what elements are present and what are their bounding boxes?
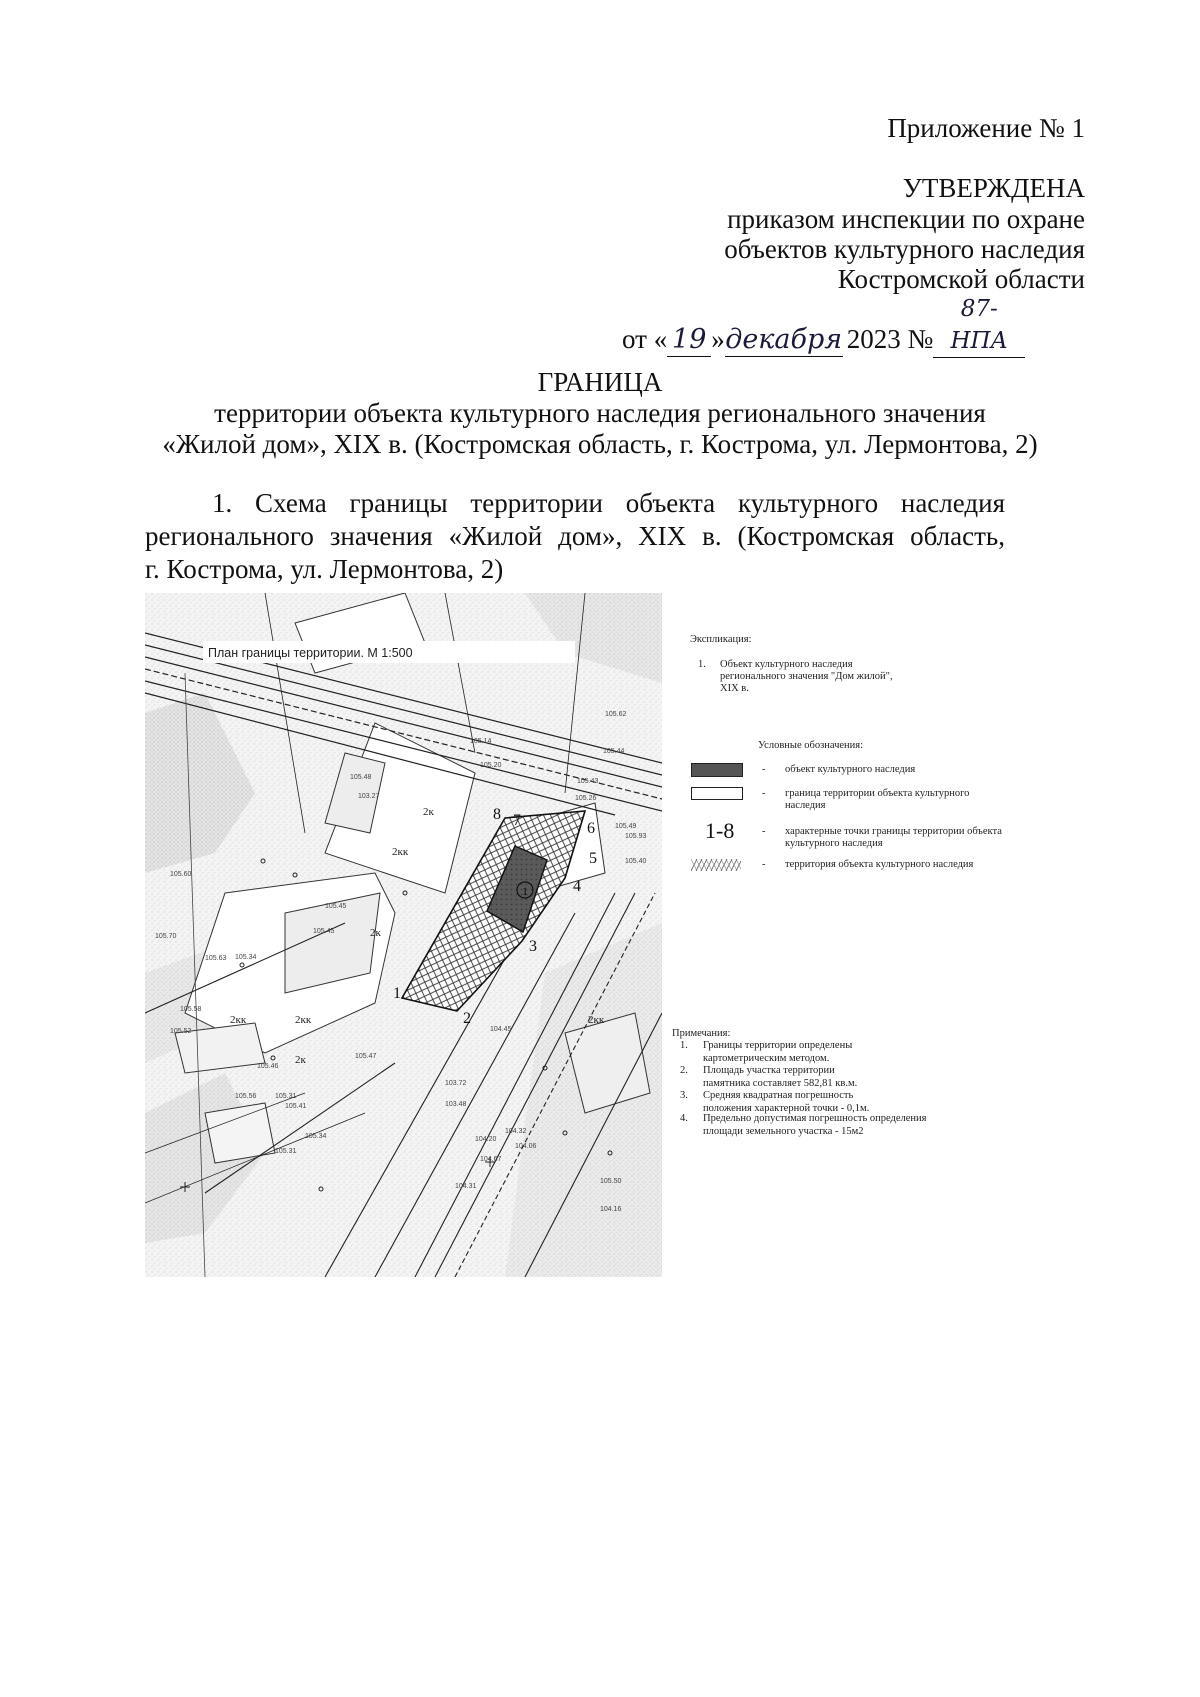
elevation-mark: 105.34 (235, 954, 257, 961)
elevation-mark: 104.20 (475, 1136, 497, 1143)
note-text: Предельно допустимая погрешность определения площади земельного участка - 15м2 (703, 1113, 927, 1137)
legend-text-filled: объект культурного наследия (785, 764, 916, 775)
elevation-mark: 103.48 (445, 1101, 467, 1108)
elevation-mark: 105.43 (577, 778, 599, 785)
elevation-mark: 103.27 (358, 793, 380, 800)
elevation-mark: 105.26 (575, 795, 597, 802)
point-label-2: 2 (463, 1010, 471, 1027)
point-label-5: 5 (589, 850, 597, 867)
document-subtitle-1: территории объекта культурного наследия регионального значения (214, 398, 986, 428)
date-day: 19 (667, 324, 711, 357)
document-heading: ГРАНИЦА (537, 367, 663, 397)
elevation-mark: 105.58 (180, 1006, 202, 1013)
legend-dash: - (762, 764, 766, 775)
elevation-mark: 103.72 (445, 1080, 467, 1087)
point-label-3: 3 (529, 938, 537, 955)
note-text: Площадь участка территории памятника составляет 582,81 кв.м. (703, 1065, 858, 1089)
explication-title: Экспликация: (690, 634, 752, 645)
point-label-4: 4 (573, 878, 581, 895)
section-line-1: 1. Схема границы территории объекта культурного наследия (212, 488, 1005, 518)
legend-swatch-filled (691, 763, 743, 777)
plan-title: План границы территории. М 1:500 (208, 646, 413, 660)
date-prefix: от « (622, 324, 668, 354)
legend-dash: - (762, 859, 766, 870)
building-label: 2кк (295, 1014, 312, 1026)
legend-swatch-points: 1-8 (705, 818, 735, 843)
approval-line-2: объектов культурного наследия (724, 234, 1085, 264)
elevation-mark: 105.62 (605, 711, 627, 718)
note-text: Границы территории определены картометрическим методом. (703, 1040, 853, 1064)
elevation-mark: 105.31 (275, 1148, 297, 1155)
elevation-mark: 104.16 (600, 1206, 622, 1213)
elevation-mark: 105.50 (600, 1178, 622, 1185)
point-label-1: 1 (393, 985, 401, 1002)
building-label: 2кк (230, 1014, 247, 1026)
building-label: 2к (370, 927, 381, 939)
legend-swatch-outline (691, 787, 743, 800)
elevation-mark: 105.70 (155, 933, 177, 940)
object-number: 1 (522, 884, 528, 898)
elevation-mark: 105.49 (615, 823, 637, 830)
notes-title: Примечания: (672, 1028, 731, 1039)
legend-swatch-hatch (691, 858, 741, 870)
approval-line-1: приказом инспекции по охране (727, 204, 1085, 234)
section-line-3: г. Кострома, ул. Лермонтова, 2) (145, 554, 504, 584)
elevation-mark: 105.56 (235, 1093, 257, 1100)
section-line-2: регионального значения «Жилой дом», XIX в. (Костромская область, (145, 521, 1005, 551)
elevation-mark: 105.14 (470, 738, 492, 745)
building-label: 2к (423, 806, 434, 818)
point-label-7: 7 (513, 812, 521, 829)
building-label: 2кк (392, 846, 409, 858)
approved-label: УТВЕРЖДЕНА (902, 173, 1085, 203)
explication-text: Объект культурного наследия регионального значения "Дом жилой", XIX в. (720, 659, 893, 694)
elevation-mark: 104.45 (490, 1026, 512, 1033)
document-subtitle-2: «Жилой дом», XIX в. (Костромская область, г. Кострома, ул. Лермонтова, 2) (162, 429, 1038, 459)
elevation-mark: 105.34 (305, 1133, 327, 1140)
date-mid: » (711, 324, 725, 354)
elevation-mark: 105.45 (313, 928, 335, 935)
elevation-mark: 105.44 (603, 748, 625, 755)
appendix-label: Приложение № 1 (887, 113, 1085, 143)
elevation-mark: 105.41 (285, 1103, 307, 1110)
elevation-mark: 105.48 (350, 774, 372, 781)
legend-text-points: характерные точки границы территории объекта культурного наследия (785, 826, 1002, 849)
elevation-mark: 105.46 (257, 1063, 279, 1070)
elevation-mark: 105.93 (625, 833, 647, 840)
note-number: 4. (680, 1113, 688, 1124)
legend-text-hatch: территория объекта культурного наследия (785, 859, 974, 870)
elevation-mark: 104.67 (480, 1156, 502, 1163)
note-text: Средняя квадратная погрешность положения характерной точки - 0,1м. (703, 1090, 870, 1114)
symbols-title: Условные обозначения: (758, 740, 864, 751)
note-number: 2. (680, 1065, 688, 1076)
elevation-mark: 105.40 (625, 858, 647, 865)
boundary-map (145, 593, 662, 1277)
note-number: 3. (680, 1090, 688, 1101)
elevation-mark: 104.06 (515, 1143, 537, 1150)
legend-dash: - (762, 826, 766, 837)
date-year: 2023 № (846, 324, 934, 354)
date-month: декабря (725, 324, 843, 355)
approval-date-line (622, 293, 1142, 355)
building-label: 2к (295, 1054, 306, 1066)
building-label: 2кк (588, 1014, 605, 1026)
elevation-mark: 105.63 (205, 955, 227, 962)
elevation-mark: 105.45 (325, 903, 347, 910)
explication-number: 1. (698, 659, 706, 670)
elevation-mark: 104.32 (505, 1128, 527, 1135)
point-label-8: 8 (493, 806, 501, 823)
elevation-mark: 104.31 (455, 1183, 477, 1190)
elevation-mark: 105.31 (275, 1093, 297, 1100)
elevation-mark: 105.20 (480, 762, 502, 769)
legend-dash: - (762, 788, 766, 799)
point-label-6: 6 (587, 820, 595, 837)
elevation-mark: 105.60 (170, 871, 192, 878)
document-number: 87-НПА (933, 293, 1025, 358)
approval-line-3: Костромской области (837, 264, 1085, 294)
legend-text-outline: граница территории объекта культурного наследия (785, 788, 970, 811)
map-drawing (145, 593, 662, 1277)
elevation-mark: 105.52 (170, 1028, 192, 1035)
note-number: 1. (680, 1040, 688, 1051)
hatch-swatch-icon (691, 859, 741, 871)
elevation-mark: 105.47 (355, 1053, 377, 1060)
